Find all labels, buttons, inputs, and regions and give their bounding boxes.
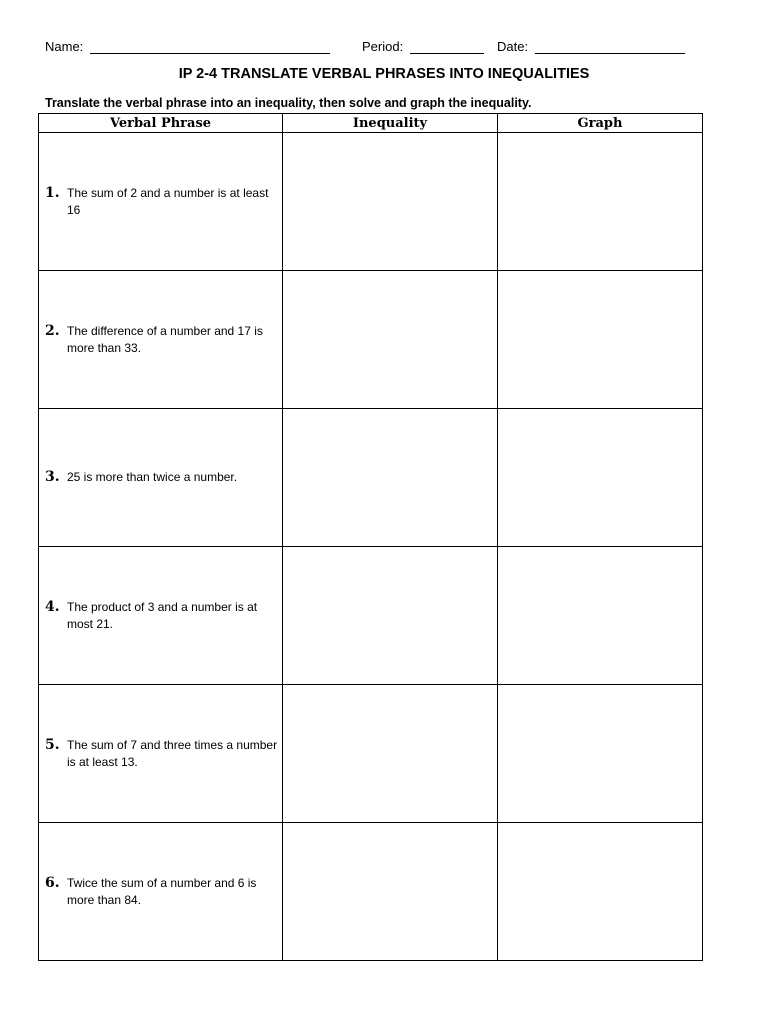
table-row xyxy=(39,547,703,685)
problem-number: 1. xyxy=(45,184,60,201)
table-row xyxy=(39,409,703,547)
graph-cell[interactable] xyxy=(498,547,703,685)
verbal-phrase: Twice the sum of a number and 6 is more than 84. xyxy=(67,875,257,907)
inequality-cell[interactable] xyxy=(283,133,498,271)
table-row xyxy=(39,823,703,961)
name-label: Name: xyxy=(45,39,84,54)
column-header-inequality: Inequality xyxy=(283,114,498,133)
verbal-phrase: The product of 3 and a number is at most 21. xyxy=(67,599,258,631)
problem-number: 2. xyxy=(45,322,60,339)
verbal-phrase: 25 is more than twice a number. xyxy=(67,470,238,484)
graph-cell[interactable] xyxy=(498,271,703,409)
problem-number: 6. xyxy=(45,874,60,891)
verbal-phrase: The difference of a number and 17 is more than 33. xyxy=(67,323,263,355)
table-row xyxy=(39,271,703,409)
problem-number: 4. xyxy=(45,598,60,615)
inequality-cell[interactable] xyxy=(283,271,498,409)
inequality-cell[interactable] xyxy=(283,547,498,685)
verbal-phrase-cell xyxy=(39,685,283,823)
verbal-phrase: The sum of 2 and a number is at least 16 xyxy=(67,185,269,217)
name-field[interactable] xyxy=(90,53,330,54)
worksheet-table xyxy=(38,113,703,961)
graph-cell[interactable] xyxy=(498,685,703,823)
graph-cell[interactable] xyxy=(498,133,703,271)
graph-cell[interactable] xyxy=(498,409,703,547)
graph-cell[interactable] xyxy=(498,823,703,961)
problem-number: 5. xyxy=(45,736,60,753)
column-header-verbal-phrase: Verbal Phrase xyxy=(39,114,283,133)
verbal-phrase: The sum of 7 and three times a number is at least 13. xyxy=(67,737,278,769)
verbal-phrase-cell xyxy=(39,547,283,685)
verbal-phrase-cell xyxy=(39,133,283,271)
table-row xyxy=(39,133,703,271)
column-header-graph: Graph xyxy=(498,114,703,133)
table-row xyxy=(39,685,703,823)
instructions: Translate the verbal phrase into an inequality, then solve and graph the inequality. xyxy=(45,96,532,110)
verbal-phrase-cell xyxy=(39,409,283,547)
inequality-cell[interactable] xyxy=(283,685,498,823)
verbal-phrase-cell xyxy=(39,823,283,961)
table-header-row xyxy=(39,114,703,133)
inequality-cell[interactable] xyxy=(283,409,498,547)
verbal-phrase-cell xyxy=(39,271,283,409)
period-label: Period: xyxy=(362,39,404,54)
period-field[interactable] xyxy=(410,53,484,54)
problem-number: 3. xyxy=(45,469,60,485)
inequality-cell[interactable] xyxy=(283,823,498,961)
worksheet-title: IP 2-4 TRANSLATE VERBAL PHRASES INTO INEQUALITIES xyxy=(178,66,590,82)
date-label: Date: xyxy=(497,39,529,54)
date-field[interactable] xyxy=(535,53,685,54)
